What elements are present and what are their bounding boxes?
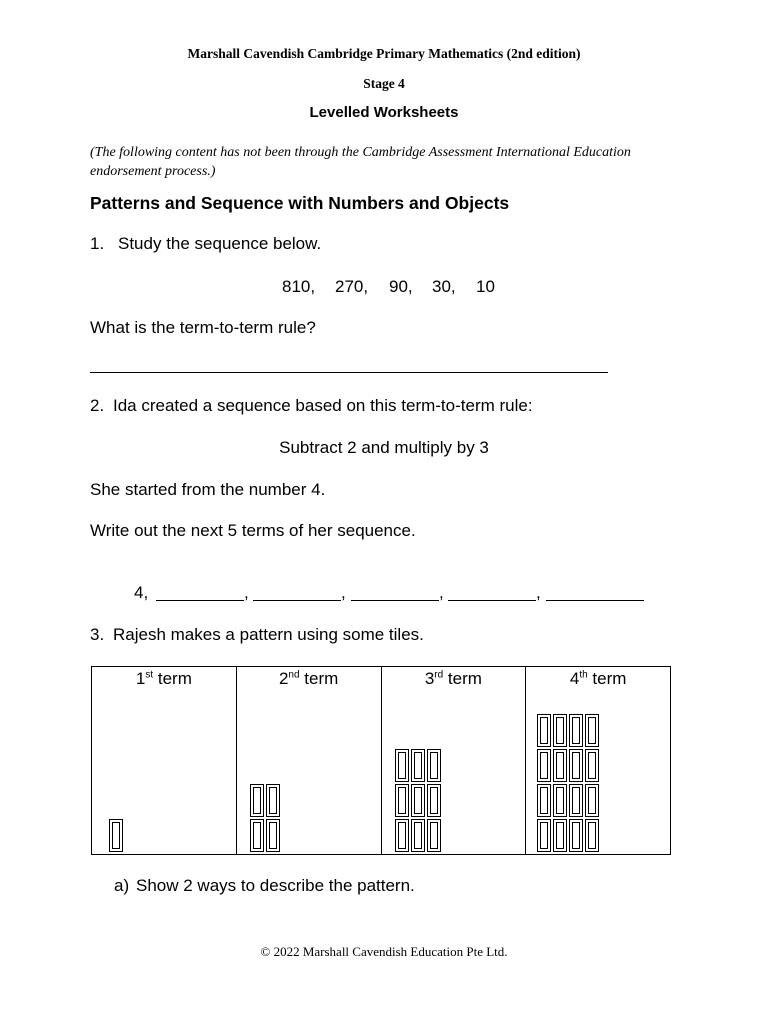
- q2-number: 2.: [90, 396, 105, 415]
- tile: [427, 819, 441, 852]
- term-cell-1: [92, 667, 237, 855]
- term-cell-2: [236, 667, 381, 855]
- tile: [266, 819, 280, 852]
- tile: [569, 749, 583, 782]
- q2-prompt: [90, 396, 533, 416]
- q2-blank-5[interactable]: [546, 600, 644, 601]
- tile: [395, 784, 409, 817]
- q2-instruction: Write out the next 5 terms of her sequence.: [90, 521, 416, 540]
- tile: [553, 784, 567, 817]
- term-cell-4: [526, 667, 671, 855]
- tile: [427, 749, 441, 782]
- tile: [569, 819, 583, 852]
- comma: ,: [536, 583, 541, 602]
- tile: [585, 714, 599, 747]
- tile: [266, 784, 280, 817]
- part-a-label: a): [114, 876, 130, 895]
- copyright-footer: © 2022 Marshall Cavendish Education Pte Ltd.: [260, 944, 508, 959]
- tile: [537, 784, 551, 817]
- q1-number: 1.: [90, 234, 105, 253]
- tile: [250, 784, 264, 817]
- q2-start: She started from the number 4.: [90, 480, 326, 499]
- tile: [109, 819, 123, 852]
- q2-first-term: 4,: [134, 583, 149, 602]
- sequence-term: 30,: [432, 277, 456, 296]
- tile: [553, 714, 567, 747]
- sequence-term: 90,: [389, 277, 413, 296]
- tile: [537, 819, 551, 852]
- comma: ,: [341, 583, 346, 602]
- tile: [395, 749, 409, 782]
- tile: [569, 714, 583, 747]
- tile: [411, 784, 425, 817]
- q1-prompt-text: Study the sequence below.: [118, 234, 322, 253]
- q3-number: 3.: [90, 625, 105, 644]
- tile: [537, 749, 551, 782]
- tile: [250, 819, 264, 852]
- comma: ,: [244, 583, 249, 602]
- tile: [585, 819, 599, 852]
- tile: [427, 784, 441, 817]
- tile-pattern-table: [91, 666, 671, 855]
- tile: [537, 714, 551, 747]
- comma: ,: [439, 583, 444, 602]
- term-cell-3: [381, 667, 526, 855]
- q1-answer-line[interactable]: [90, 372, 608, 373]
- term-label: 2nd term: [278, 669, 339, 688]
- q3-prompt-text: Rajesh makes a pattern using some tiles.: [113, 625, 424, 644]
- term-label: 4th term: [569, 669, 627, 688]
- tile: [585, 784, 599, 817]
- publisher-header: Marshall Cavendish Cambridge Primary Mathematics (2nd edition): [187, 46, 581, 61]
- q2-blank-4[interactable]: [448, 600, 536, 601]
- q3-part-a: [114, 876, 415, 896]
- sequence-term: 10: [476, 277, 495, 296]
- q2-rule: Subtract 2 and multiply by 3: [279, 438, 489, 457]
- q1-prompt: [90, 234, 321, 254]
- tile: [411, 819, 425, 852]
- q1-question: What is the term-to-term rule?: [90, 318, 316, 337]
- q2-blank-3[interactable]: [351, 600, 439, 601]
- q2-blank-2[interactable]: [253, 600, 341, 601]
- tile: [411, 749, 425, 782]
- tile: [395, 819, 409, 852]
- sequence-term: 270,: [335, 277, 369, 296]
- q2-blank-1[interactable]: [156, 600, 244, 601]
- sequence-term: 810,: [282, 277, 316, 296]
- part-a-text: Show 2 ways to describe the pattern.: [136, 876, 415, 895]
- section-title: Patterns and Sequence with Numbers and Objects: [90, 193, 510, 213]
- term-label: 1st term: [135, 669, 192, 688]
- tile: [569, 784, 583, 817]
- worksheet-subtitle: Levelled Worksheets: [309, 104, 459, 121]
- term-label: 3rd term: [424, 669, 482, 688]
- tile: [553, 749, 567, 782]
- stage-label: Stage 4: [363, 76, 405, 91]
- tile: [553, 819, 567, 852]
- q2-prompt-text: Ida created a sequence based on this term-to-term rule:: [113, 396, 533, 415]
- q1-sequence: [282, 277, 495, 297]
- endorsement-note: (The following content has not been through the Cambridge Assessment International Education endorsement process.): [90, 145, 631, 179]
- q3-prompt: [90, 625, 424, 645]
- tile: [585, 749, 599, 782]
